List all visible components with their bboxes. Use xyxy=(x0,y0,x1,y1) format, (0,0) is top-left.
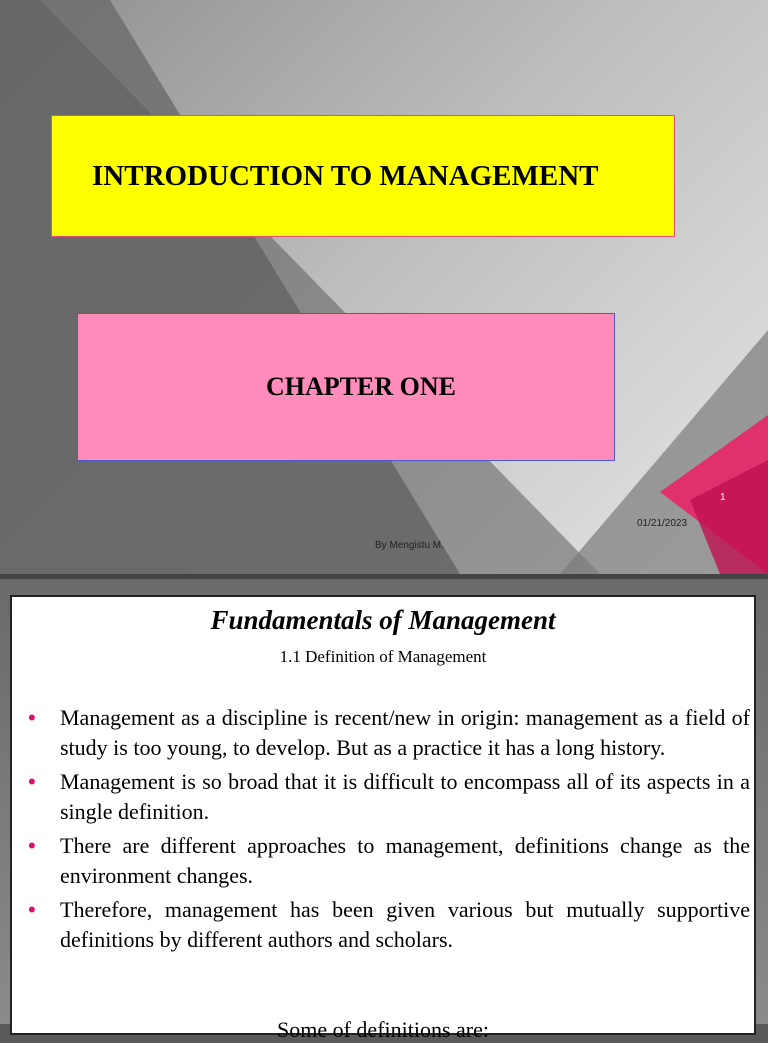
bullet-item xyxy=(28,703,750,763)
bullet-icon: • xyxy=(28,769,36,794)
slide-heading: Fundamentals of Management xyxy=(210,605,556,635)
title-box xyxy=(51,115,675,237)
bullet-icon: • xyxy=(28,705,36,730)
slide-author: By Mengistu M. xyxy=(375,540,444,551)
slide-content xyxy=(0,579,768,1042)
slide-subheading: 1.1 Definition of Management xyxy=(279,647,487,666)
bullet-text: Management is so broad that it is difficult to encompass all of its aspects in a single definition. xyxy=(60,769,750,824)
bullet-item xyxy=(28,767,750,827)
bullet-icon: • xyxy=(28,833,36,858)
bullet-item xyxy=(28,895,750,955)
slide-date: 01/21/2023 xyxy=(637,518,688,529)
chapter-label: CHAPTER ONE xyxy=(266,372,456,401)
slide-title-text: INTRODUCTION TO MANAGEMENT xyxy=(92,159,599,192)
bullet-text: Management as a discipline is recent/new in origin: management as a field of study is too young, to develop. But as a practice it has a long history. xyxy=(60,705,750,760)
bullet-text: There are different approaches to management, definitions change as the environment changes. xyxy=(60,833,750,888)
bullet-text: Therefore, management has been given various but mutually supportive definitions by different authors and scholars. xyxy=(60,897,750,952)
bullet-item xyxy=(28,831,750,891)
bullet-icon: • xyxy=(28,897,36,922)
chapter-box xyxy=(77,313,615,461)
closing-line: Some of definitions are: xyxy=(276,1017,489,1042)
content-box xyxy=(10,595,756,1042)
slide-number: 1 xyxy=(720,492,726,503)
bullet-list xyxy=(28,703,750,959)
